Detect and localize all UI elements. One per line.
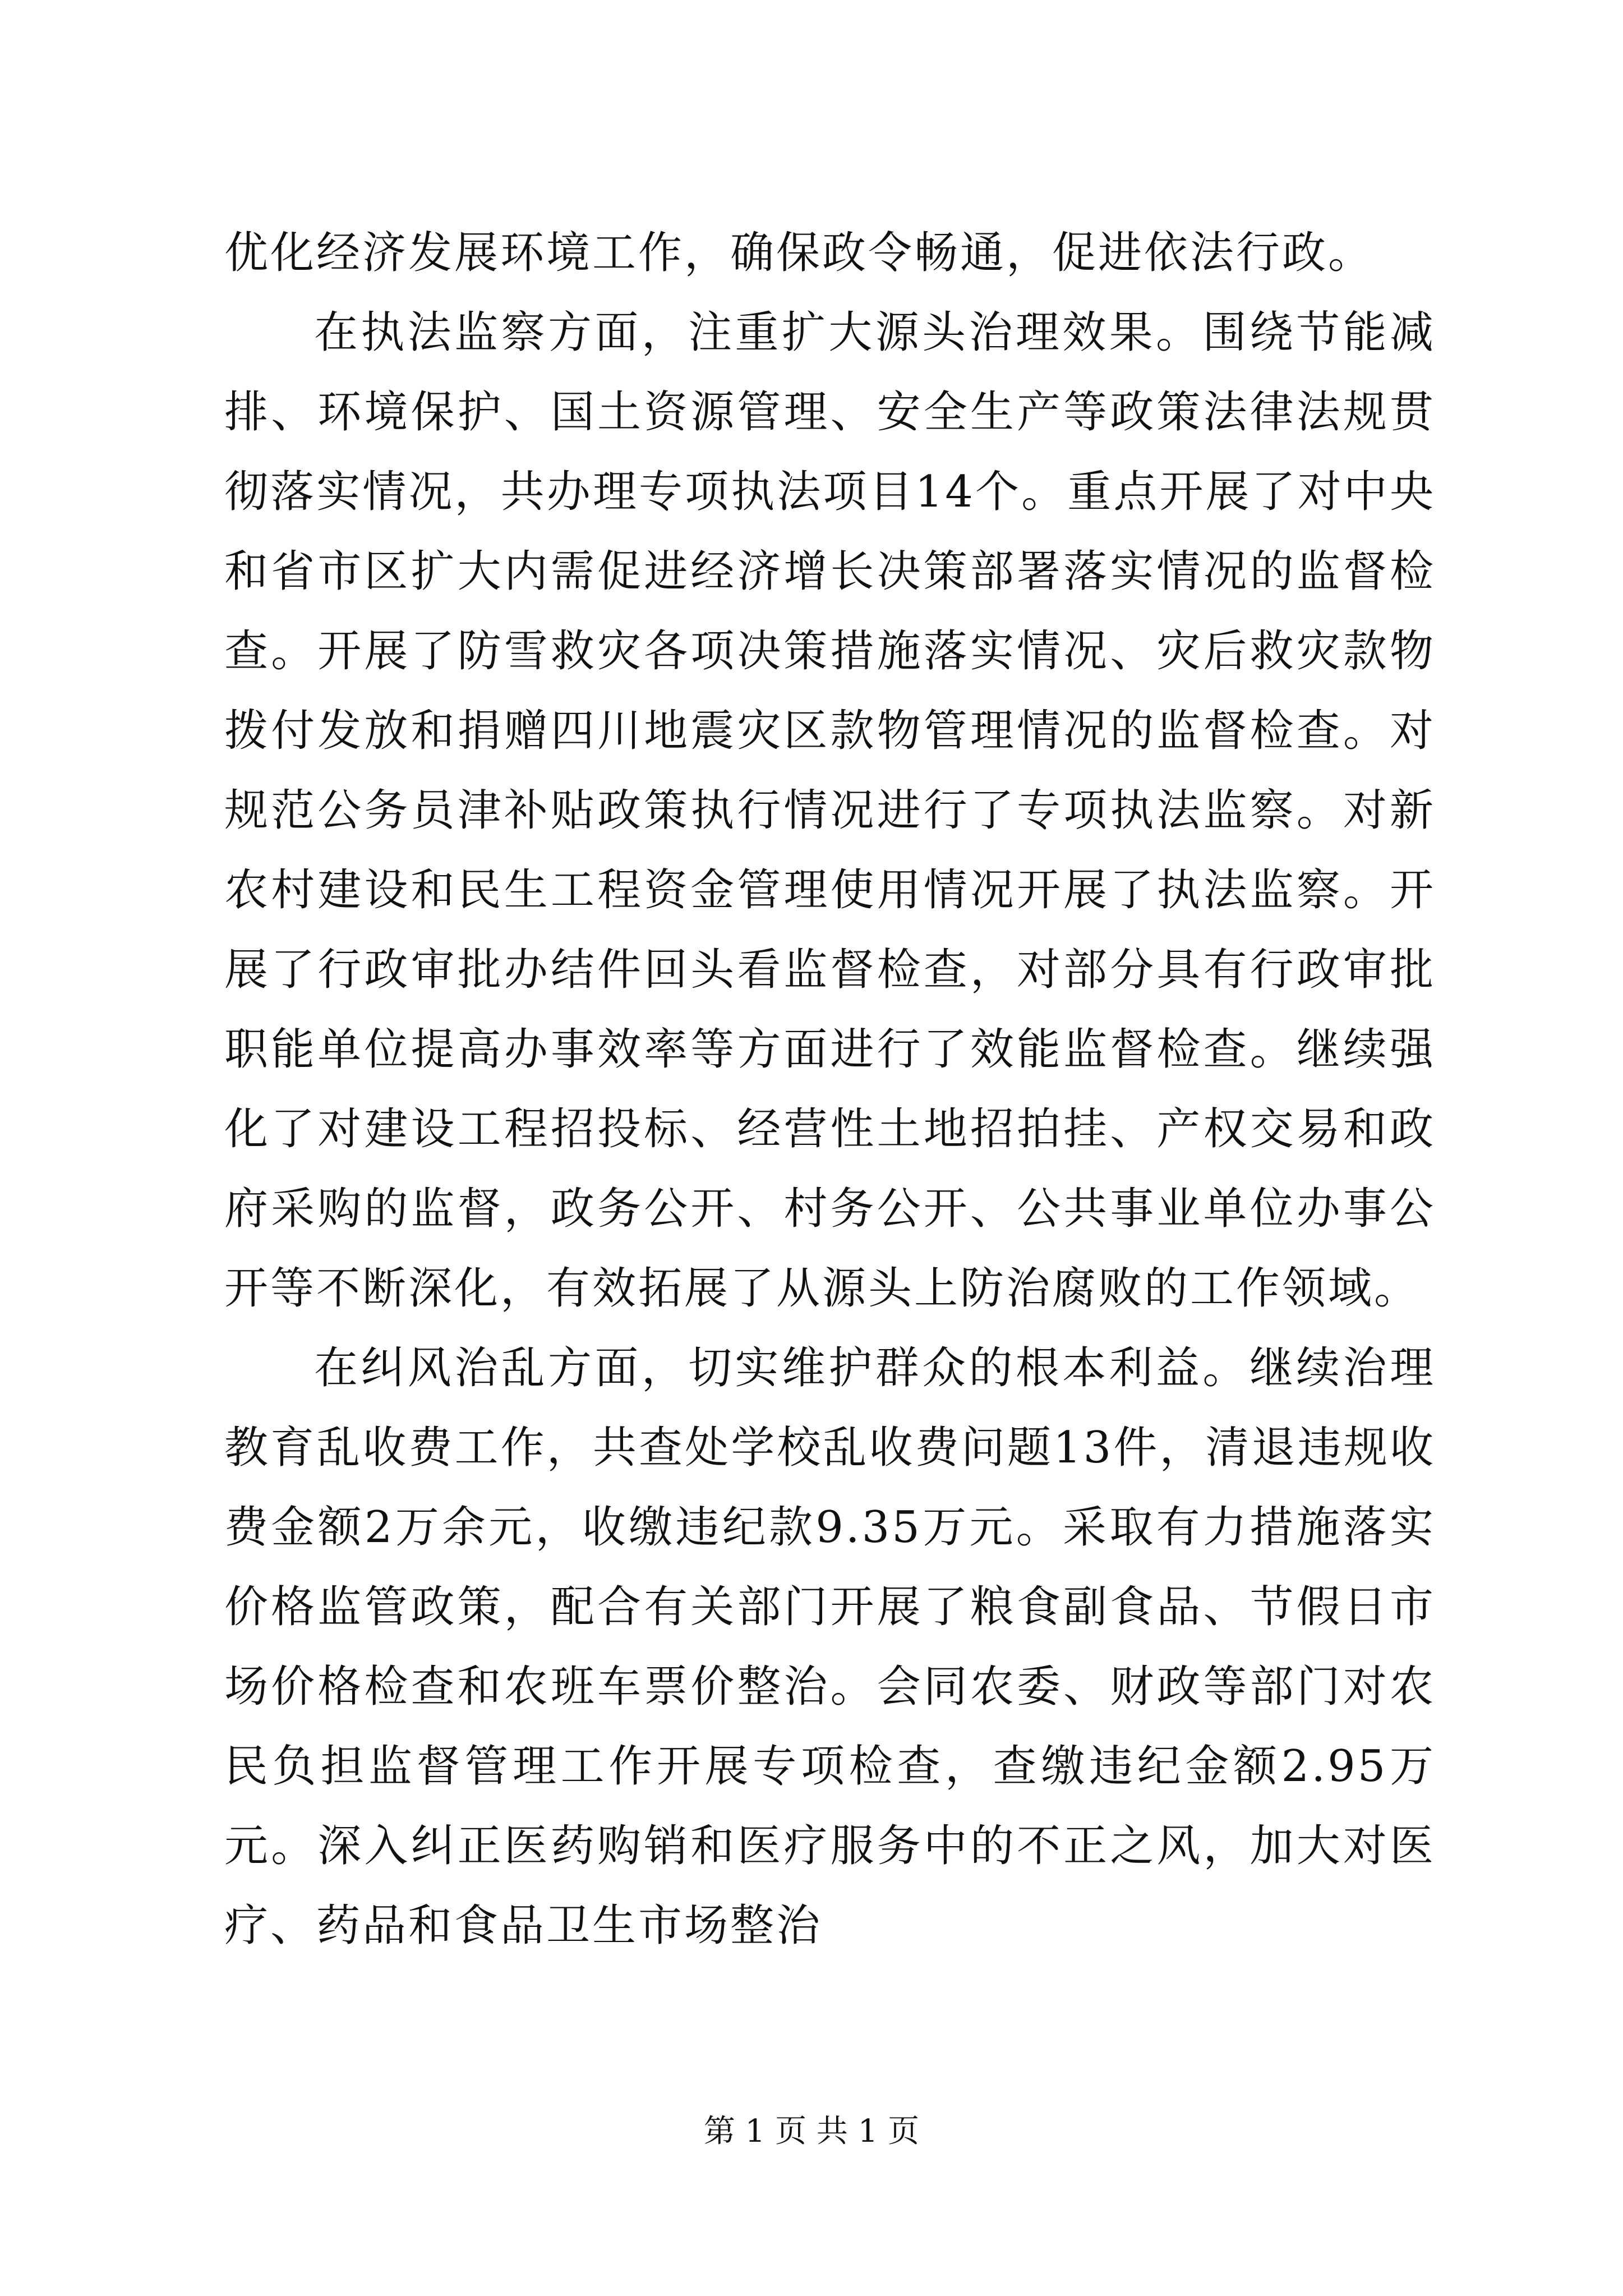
paragraph-continuation: 优化经济发展环境工作，确保政令畅通，促进依法行政。 [224, 228, 1375, 278]
paragraph-rectification: 在纠风治乱方面，切实维护群众的根本利益。继续治理教育乱收费工作，共查处学校乱收费问题13件，清退违规收费金额2万余元，收缴违纪款9.35万元。采取有力措施落实价格监管政策，配合有关部门开展了粮食副食品、节假日市场价格检查和农班车票价整治。会同农委、财政等部门对农民负担监督管理工作开展专项检查，查缴违纪金额2.95万元。深入纠正医药购销和医疗服务中的不正之风，加大对医疗、药品和食品卫生市场整治 [224, 1343, 1436, 1951]
document-body [224, 213, 1436, 1966]
page-footer: 第 1 页 共 1 页 [703, 2113, 920, 2150]
paragraph-law-enforcement-supervision: 在执法监察方面，注重扩大源头治理效果。围绕节能减排、环境保护、国土资源管理、安全生产等政策法律法规贯彻落实情况，共办理专项执法项目14个。重点开展了对中央和省市区扩大内需促进经济增长决策部署落实情况的监督检查。开展了防雪救灾各项决策措施落实情况、灾后救灾款物拨付发放和捐赠四川地震灾区款物管理情况的监督检查。对规范公务员津补贴政策执行情况进行了专项执法监察。对新农村建设和民生工程资金管理使用情况开展了执法监察。开展了行政审批办结件回头看监督检查，对部分具有行政审批职能单位提高办事效率等方面进行了效能监督检查。继续强化了对建设工程招投标、经营性土地招拍挂、产权交易和政府采购的监督，政务公开、村务公开、公共事业单位办事公开等不断深化，有效拓展了从源头上防治腐败的工作领域。 [224, 307, 1436, 1314]
